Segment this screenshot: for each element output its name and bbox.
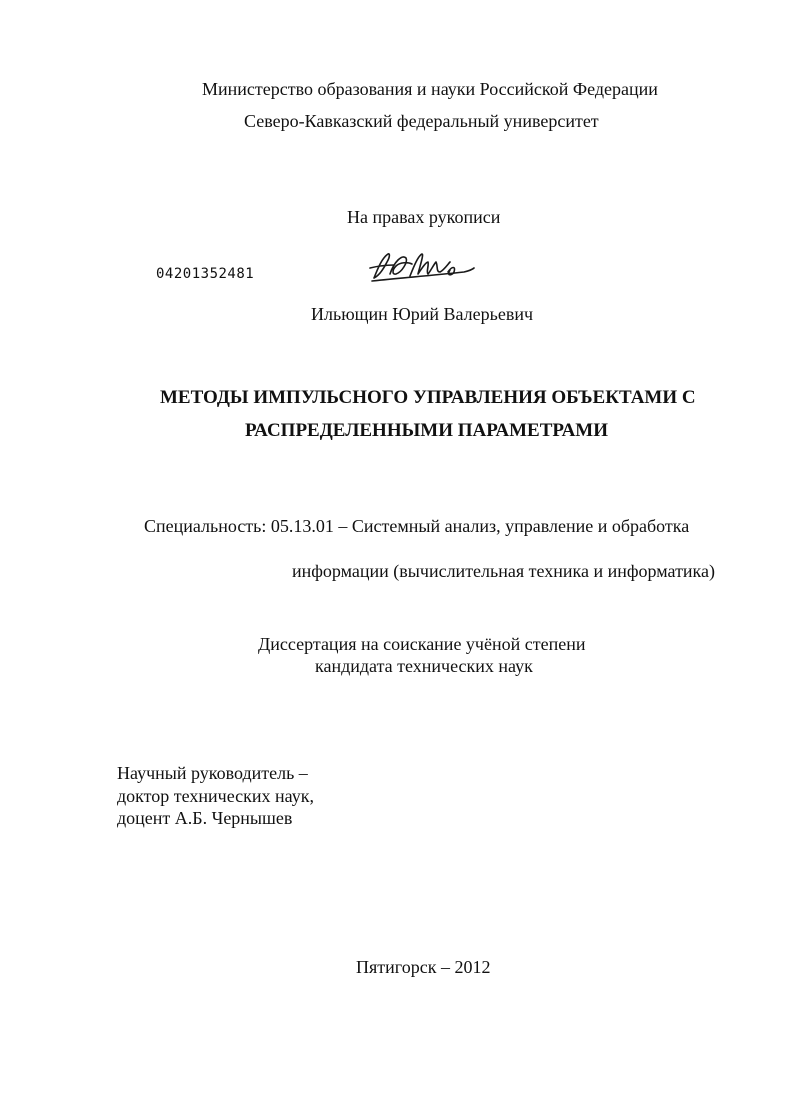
advisor-line-2: доктор технических наук, [117,786,314,806]
ministry-name: Министерство образования и науки Российской Федерации [202,79,658,99]
manuscript-rights-note: На правах рукописи [347,207,501,227]
place-and-year: Пятигорск – 2012 [356,957,491,977]
document-number: 04201352481 [156,266,255,282]
author-name: Ильющин Юрий Валерьевич [311,304,534,324]
specialty-line-2: информации (вычислительная техника и информатика) [292,561,716,581]
thesis-title-line-2: РАСПРЕДЕЛЕННЫМИ ПАРАМЕТРАМИ [245,420,609,441]
thesis-title-line-1: МЕТОДЫ ИМПУЛЬСНОГО УПРАВЛЕНИЯ ОБЪЕКТАМИ С [160,387,696,408]
degree-line-1: Диссертация на соискание учёной степени [258,634,586,654]
signature-icon [368,248,476,286]
specialty-line-1: Специальность: 05.13.01 – Системный анализ, управление и обработка [144,516,690,536]
university-name: Северо-Кавказский федеральный университет [244,111,599,131]
degree-line-2: кандидата технических наук [315,656,533,676]
advisor-line-3: доцент А.Б. Чернышев [117,808,293,828]
advisor-line-1: Научный руководитель – [117,763,308,783]
